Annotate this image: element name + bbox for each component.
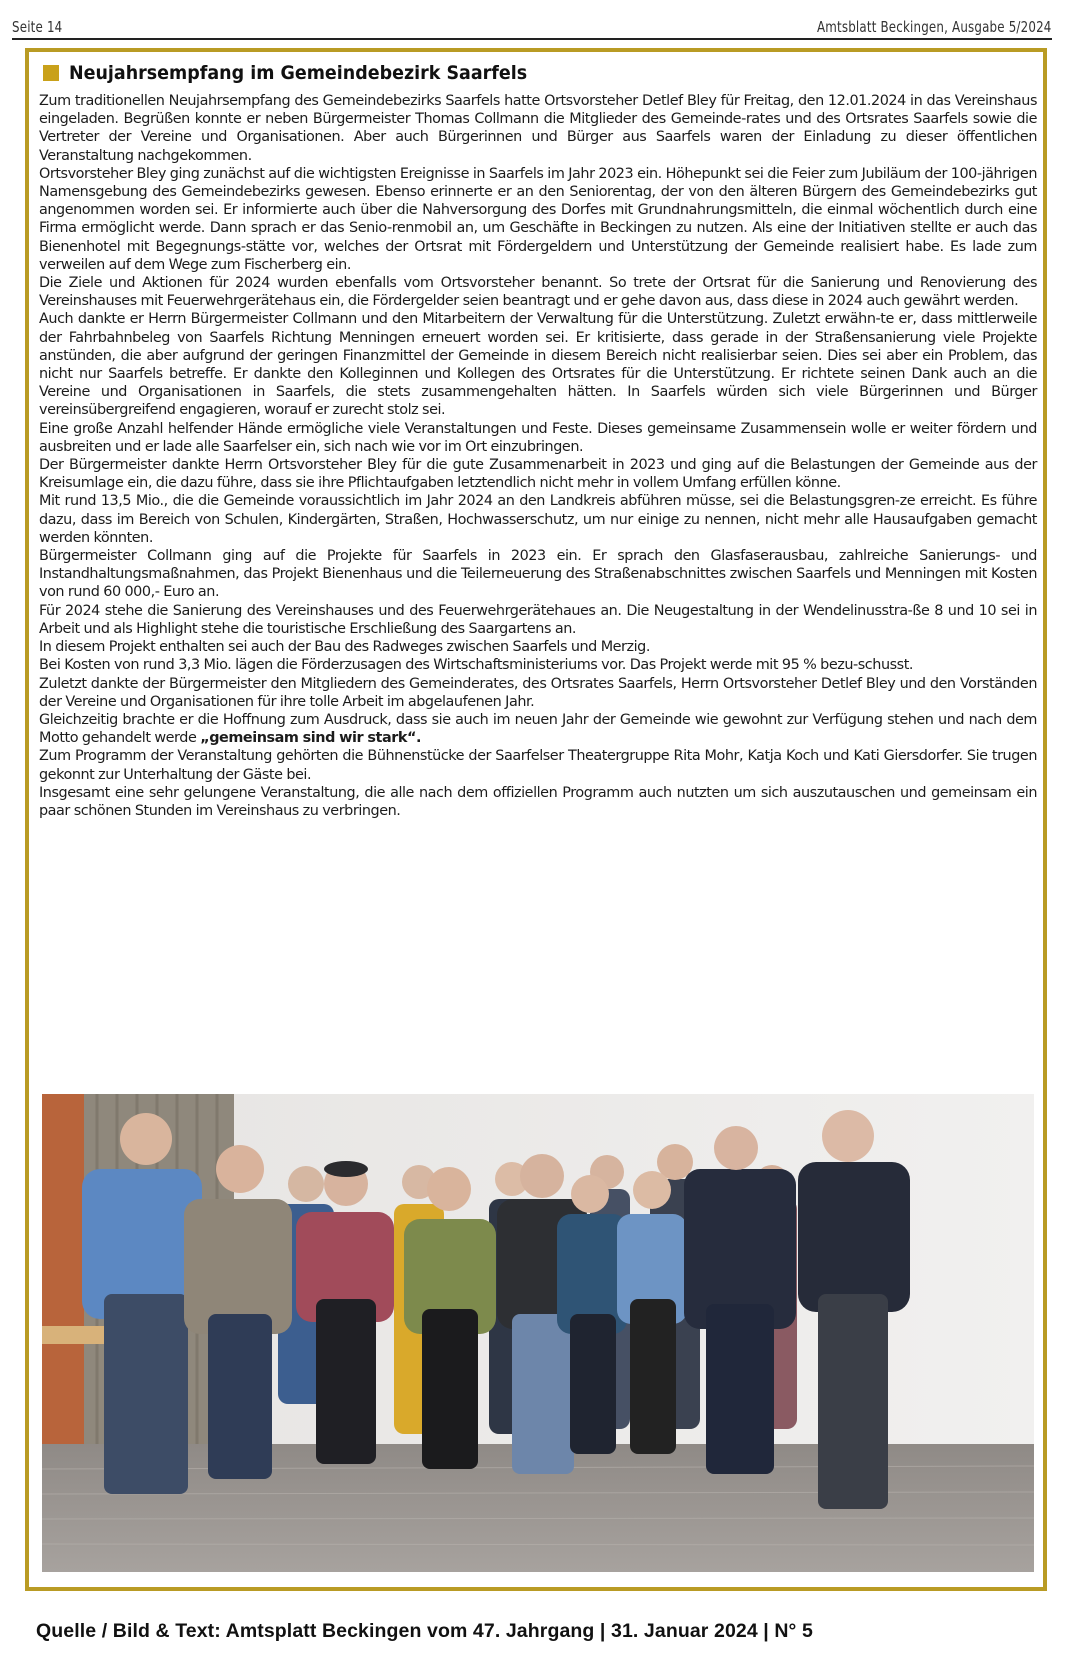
article-paragraph: Zum traditionellen Neujahrsempfang des Gemeindebezirks Saarfels hatte Ortsvorsteher Detlef Bley für Freitag, den 12.01.2024 in das Vereinshaus eingeladen. Begrüßen konnte er neben Bürgermeister Thomas Collmann die Mitglieder des Gemeinde-rates und des Ortsrates Saarfels sowie die Vertreter der Vereine und Organisationen. Aber auch Bürgerinnen und Bürger aus Saarfels waren der Einladung zu dieser öffentlichen Veranstaltung nachgekommen. xyxy=(39,93,1037,164)
publication-title: Amtsblatt Beckingen, Ausgabe 5/2024 xyxy=(817,18,1052,36)
article-paragraph: Bei Kosten von rund 3,3 Mio. lägen die Förderzusagen des Wirtschaftsministeriums vor. Das Projekt werde mit 95 % bezu-schusst. xyxy=(39,657,914,674)
motto-paragraph xyxy=(39,711,1037,747)
article-paragraph: Die Ziele und Aktionen für 2024 wurden ebenfalls vom Ortsvorsteher benannt. So trete der Ortsrat für die Sanierung und Renovierung des Vereinshauses mit Feuerwehrgerätehaus ein, die Fördergelder seien beantragt und er gehe davon aus, dass diese in 2024 auch gewährt werden. xyxy=(39,275,1037,310)
orange-wall-panel xyxy=(42,1094,84,1454)
square-bullet-icon xyxy=(43,65,59,81)
article-title: Neujahrsempfang im Gemeindebezirk Saarfels xyxy=(69,62,528,84)
group-photo-illustration xyxy=(42,1094,1034,1572)
article-paragraph: In diesem Projekt enthalten sei auch der Bau des Radweges zwischen Saarfels und Merzig. xyxy=(39,639,650,656)
article-frame xyxy=(25,48,1047,1591)
article-body xyxy=(39,92,1037,820)
article-headline xyxy=(43,62,567,84)
article-paragraph: Zum Programm der Veranstaltung gehörten die Bühnenstücke der Saarfelser Theatergruppe Rita Mohr, Katja Koch und Kati Giersdorfer. Sie trugen gekonnt zur Unterhaltung der Gäste bei. xyxy=(39,748,1037,783)
article-paragraph: Mit rund 13,5 Mio., die die Gemeinde voraussichtlich im Jahr 2024 an den Landkreis abführen müsse, sei die Belastungsgren-ze erreicht. Es führe dazu, dass im Bereich von Schulen, Kindergärten, Straßen, Hochwasserschutz, um nur einige zu nennen, nicht mehr alle Hausaufgaben gemacht werden könnten. xyxy=(39,493,1037,546)
article-paragraph: Der Bürgermeister dankte Herrn Ortsvorsteher Bley für die gute Zusammenarbeit in 2023 und ging auf die Belastungen der Gemeinde aus der Kreisumlage ein, die dazu führe, dass sie ihre Pflichtaufgaben letztendlich nicht mehr in vollem Umfang erfüllen könne. xyxy=(39,457,1037,492)
group-photo xyxy=(42,1094,1034,1572)
source-caption: Quelle / Bild & Text: Amtsplatt Beckingen vom 47. Jahrgang | 31. Januar 2024 | N° 5 xyxy=(36,1620,813,1642)
article-paragraph: Eine große Anzahl helfender Hände ermögliche viele Veranstaltungen und Feste. Dieses gemeinsame Zusammensein wolle er weiter fördern und ausbreiten und er lade alle Saarfelser ein, sich nach wie vor im Ort einzubringen. xyxy=(39,420,1037,455)
motto-quote: „gemeinsam sind wir stark“. xyxy=(200,730,422,747)
article-paragraph: Insgesamt eine sehr gelungene Veranstaltung, die alle nach dem offiziellen Programm auch nutzten um sich auszutauschen und gemeinsam ein paar schönen Stunden im Vereinshaus zu verbringen. xyxy=(39,784,1037,819)
table xyxy=(42,1326,112,1344)
page-number: Seite 14 xyxy=(12,18,63,36)
article-paragraph: Für 2024 stehe die Sanierung des Vereinshauses und des Feuerwehrgerätehaues an. Die Neugestaltung in der Wendelinusstra-ße 8 und 10 sei in Arbeit und als Highlight stehe die touristische Erschließung des Saargartens an. xyxy=(39,602,1037,637)
article-paragraph: Ortsvorsteher Bley ging zunächst auf die wichtigsten Ereignisse in Saarfels im Jahr 2023 ein. Höhepunkt sei die Feier zum Jubiläum der 100-jährigen Namensgebung des Gemeindebezirks gewesen. Ebenso erinnerte er an den Seniorentag, der von den älteren Bürgern des Gemeindebezirks gut angenommen worden sei. Er informierte auch über die Nahversorgung des Dorfes mit Grundnahrungsmitteln, die einmal wöchentlich durch eine Firma ermöglicht werde. Dann sprach er das Senio-renmobil an, um Geschäfte in Beckingen zu nutzen. Als eine der Initiativen stellte er auch das Bienenhotel mit Begegnungs-stätte vor, welches der Ortsrat mit Fördergeldern und Unterstützung der Gemeinde realisiert habe. Es lade zum verweilen auf dem Wege zum Fischerberg ein. xyxy=(39,165,1037,273)
page-header xyxy=(12,10,1052,40)
article-paragraph: Zuletzt dankte der Bürgermeister den Mitgliedern des Gemeinderates, des Ortsrates Saarfels, Herrn Ortsvorsteher Detlef Bley und den Vorständen der Vereine und Organisationen für ihre tolle Arbeit im abgelaufenen Jahr. xyxy=(39,675,1037,710)
article-paragraph: Bürgermeister Collmann ging auf die Projekte für Saarfels in 2023 ein. Er sprach den Glasfaserausbau, zahlreiche Sanierungs- und Instandhaltungsmaßnahmen, das Projekt Bienenhaus und die Teilerneuerung des Straßenabschnittes zwischen Saarfels und Menningen mit Kosten von rund 60 000,- Euro an. xyxy=(39,548,1037,601)
article-paragraph: Auch dankte er Herrn Bürgermeister Collmann und den Mitarbeitern der Verwaltung für die Unterstützung. Zuletzt erwähn-te er, dass mittlerweile der Fahrbahnbeleg von Saarfels Richtung Menningen erneuert worden sei. Er kritisierte, dass gerade in der Straßensanierung viele Projekte anstünden, die aber aufgrund der geringen Finanzmittel der Gemeinde in diesem Bereich nicht realisierbar seien. Dies sei aber ein Problem, das nicht nur Saarfels betreffe. Er dankte den Kolleginnen und Kollegen des Ortsrates für die Unterstützung. Er richtete seinen Dank auch an die Vereine und Organisationen in Saarfels, die stets zusammengehalten hätten. In Saarfels würden sich viele Bürgerinnen und Bürger vereinsübergreifend engagieren, worauf er zurecht stolz sei. xyxy=(39,311,1037,419)
motto-lead-text: Gleichzeitig brachte er die Hoffnung zum Ausdruck, dass sie auch im neuen Jahr der Gemeinde wie gewohnt zur Verfügung stehen und nach dem Motto gehandelt werde xyxy=(39,711,1037,747)
